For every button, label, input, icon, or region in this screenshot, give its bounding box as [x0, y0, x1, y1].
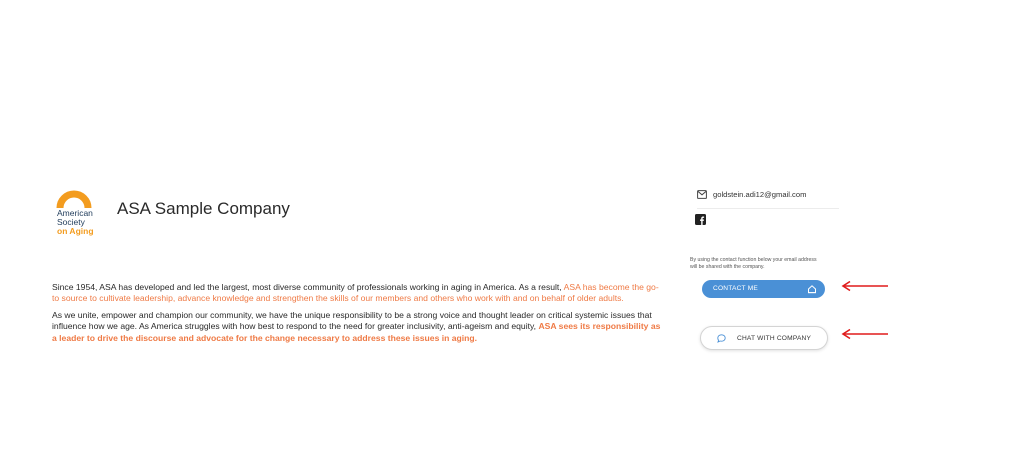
logo-text [57, 209, 94, 236]
description-paragraph-1 [52, 282, 662, 305]
description-p1-highlight: ASA has become the go-to source to cultivate leadership, advance knowledge and strengthen the skills of our members and others who work with and on behalf of older adults. [52, 282, 659, 304]
privacy-notice: By using the contact function below your email address will be shared with the company. [690, 257, 817, 270]
contact-me-label: CONTACT ME [713, 285, 758, 292]
description-p2-text: As we unite, empower and champion our community, we have the unique responsibility to be a strong voice and thought leader on critical systemic issues that influence how we age. As America struggles with how best to respond to the need for greater inclusivity, anti-ageism and equity, [52, 309, 652, 332]
contact-me-button[interactable] [702, 280, 825, 298]
envelope-icon [697, 190, 707, 199]
description-p1-text: Since 1954, ASA has developed and led the largest, most diverse community of professionals working in aging in America. As a result, [52, 282, 564, 292]
chat-with-company-button[interactable] [700, 326, 828, 350]
logo-arc-icon [56, 186, 92, 208]
logo-line-1: American [57, 208, 93, 218]
description-paragraph-2 [52, 310, 662, 344]
company-description [52, 282, 662, 349]
logo-line-2: Society [57, 217, 85, 227]
annotation-arrow-chat-icon [840, 328, 890, 340]
home-icon [807, 284, 817, 294]
annotation-arrow-contact-icon [840, 280, 890, 292]
description-p2-highlight: ASA sees its responsibility as a leader to drive the discourse and advocate for the change necessary to address these issues in aging. [52, 321, 661, 343]
chat-bubble-icon [717, 334, 726, 343]
email-address[interactable]: goldstein.adi12@gmail.com [713, 190, 807, 199]
facebook-icon[interactable] [695, 214, 706, 225]
email-row [697, 188, 839, 209]
logo-line-3: on Aging [57, 226, 94, 236]
company-name: ASA Sample Company [117, 199, 290, 218]
chat-with-company-label: CHAT WITH COMPANY [737, 335, 812, 342]
company-logo [54, 186, 102, 240]
